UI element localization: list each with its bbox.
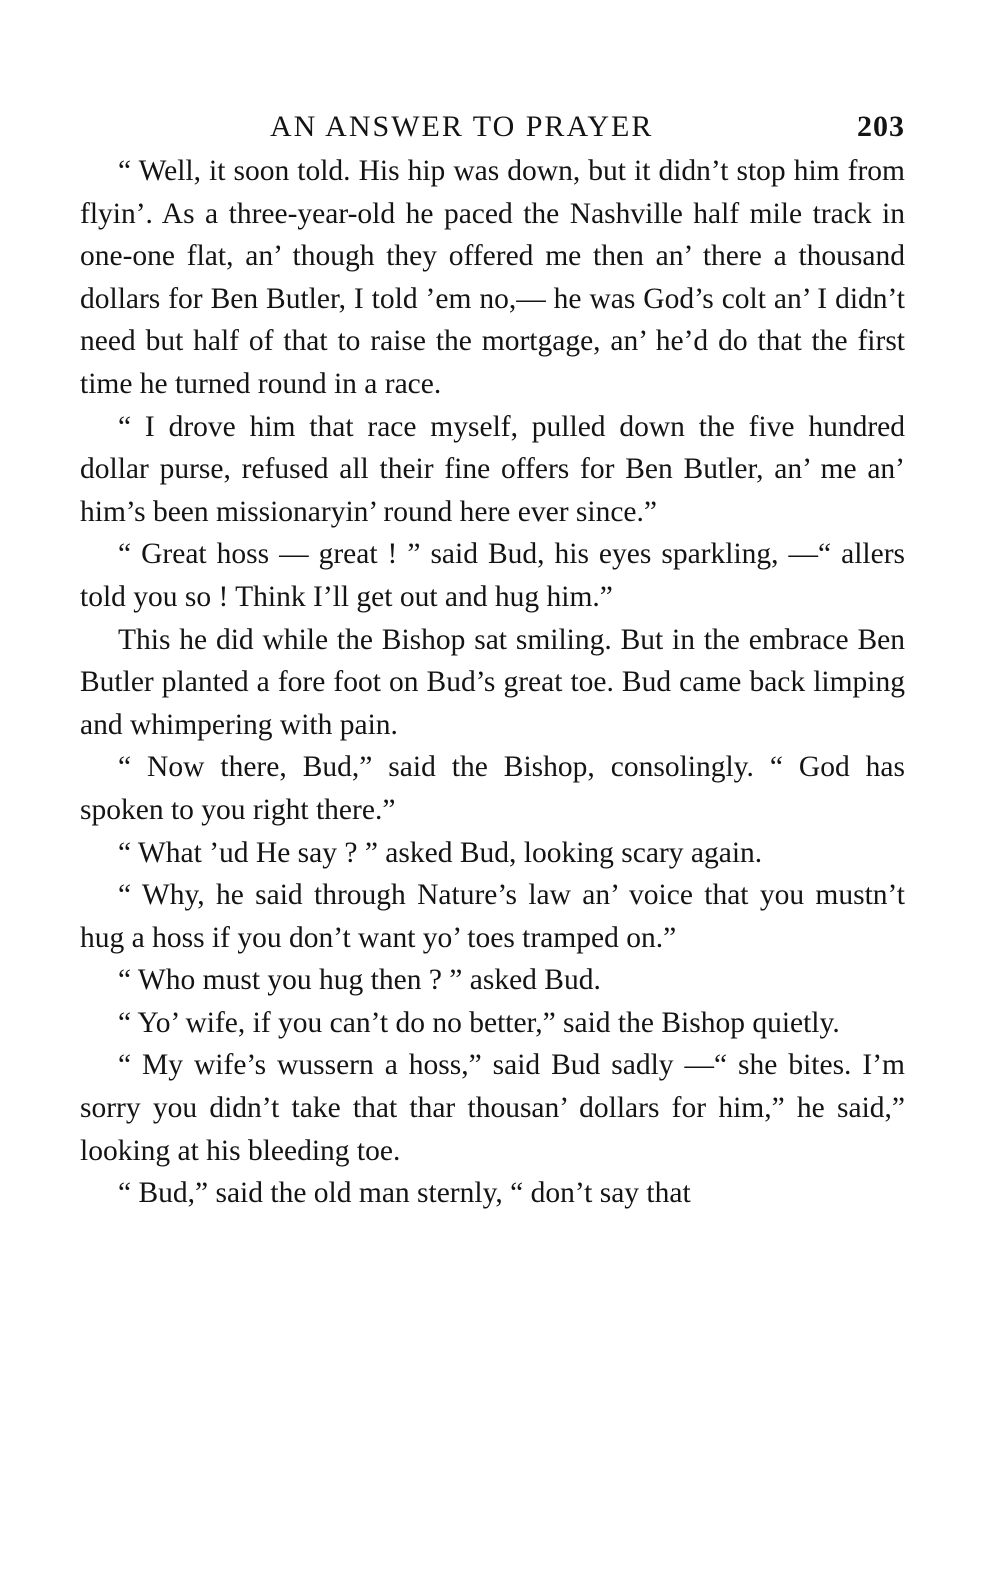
paragraph-8: “ Who must you hug then ? ” asked Bud. <box>118 964 601 997</box>
paragraph-7: “ Why, he said through Nature’s law an’ voice that you mustn’t hug a hoss if you don’t want yo’ toes tramped on.” <box>80 879 905 954</box>
paragraph-3: “ Great hoss — great ! ” said Bud, his eyes sparkling, —“ allers told you so ! Think I’ll get out and hug him.” <box>80 538 905 613</box>
paragraph-9: “ Yo’ wife, if you can’t do no better,” said the Bishop quietly. <box>118 1006 840 1039</box>
running-title: AN ANSWER TO PRAYER <box>270 110 654 143</box>
page-number: 203 <box>857 110 905 143</box>
paragraph-11: “ Bud,” said the old man sternly, “ don’t say that <box>118 1177 691 1210</box>
book-page <box>80 104 905 1215</box>
paragraph-4: This he did while the Bishop sat smiling. But in the embrace Ben Butler planted a fore foot on Bud’s great toe. Bud came back limping and whimpering with pain. <box>80 623 905 741</box>
paragraph-6: “ What ’ud He say ? ” asked Bud, looking scary again. <box>118 836 763 869</box>
paragraph-2: “ I drove him that race myself, pulled down the five hundred dollar purse, refused all their fine offers for Ben Butler, an’ me an’ him’s been missionaryin’ round here ever since.” <box>80 410 905 528</box>
paragraph-5: “ Now there, Bud,” said the Bishop, consolingly. “ God has spoken to you right there.” <box>80 751 905 826</box>
paragraph-1: “ Well, it soon told. His hip was down, but it didn’t stop him from flyin’. As a three-year-old he paced the Nashville half mile track in one-one flat, an’ though they offered me then an’ there a thousand dollars for Ben Butler, I told ’em no,— he was God’s colt an’ I didn’t need but half of that to raise the mortgage, an’ he’d do that the first time he turned round in a race. <box>80 155 905 400</box>
body-text <box>80 150 905 1215</box>
paragraph-10: “ My wife’s wussern a hoss,” said Bud sadly —“ she bites. I’m sorry you didn’t take that thar thousan’ dollars for him,” he said,” looking at his bleeding toe. <box>80 1049 905 1167</box>
running-head <box>80 104 905 150</box>
